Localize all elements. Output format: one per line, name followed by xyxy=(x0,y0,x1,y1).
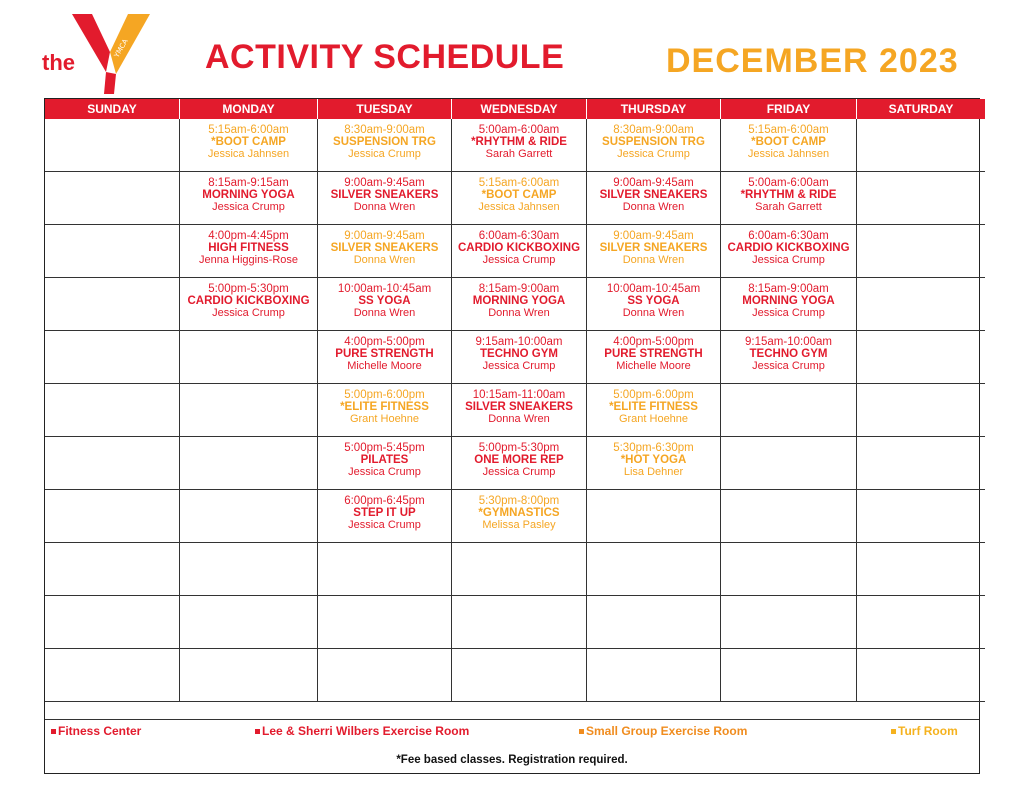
class-entry xyxy=(721,331,856,372)
schedule-cell xyxy=(587,543,721,596)
schedule-cell xyxy=(452,278,587,331)
schedule-row xyxy=(45,331,985,384)
schedule-cell xyxy=(587,225,721,278)
schedule-cell xyxy=(587,490,721,543)
schedule-cell xyxy=(45,172,180,225)
schedule-cell xyxy=(721,649,857,702)
schedule-cell xyxy=(721,596,857,649)
schedule-cell xyxy=(45,278,180,331)
class-entry xyxy=(452,278,586,319)
schedule-cell xyxy=(452,384,587,437)
class-name: SUSPENSION TRG xyxy=(602,136,705,148)
class-instructor: Jessica Crump xyxy=(348,519,421,531)
class-name: TECHNO GYM xyxy=(749,348,828,360)
class-time: 8:30am-9:00am xyxy=(613,124,694,136)
schedule-cell xyxy=(45,596,180,649)
logo-the-text: the xyxy=(42,50,75,75)
class-name: SILVER SNEAKERS xyxy=(330,242,439,254)
class-instructor: Jessica Crump xyxy=(752,307,825,319)
class-entry xyxy=(721,278,856,319)
class-entry xyxy=(180,119,317,160)
class-entry xyxy=(721,119,856,160)
schedule-cell xyxy=(857,278,986,331)
class-name: CARDIO KICKBOXING xyxy=(187,295,310,307)
day-header-row xyxy=(45,99,985,119)
schedule-cell xyxy=(45,543,180,596)
schedule-cell xyxy=(452,490,587,543)
class-entry xyxy=(721,172,856,213)
schedule-cell xyxy=(45,490,180,543)
class-instructor: Donna Wren xyxy=(353,254,416,266)
class-entry xyxy=(318,490,451,531)
class-entry xyxy=(318,119,451,160)
schedule-cell xyxy=(180,384,318,437)
class-instructor: Jessica Crump xyxy=(482,466,556,478)
schedule-cell xyxy=(180,119,318,172)
month-title: DECEMBER 2023 xyxy=(666,42,959,80)
class-entry xyxy=(452,172,586,213)
class-name: SS YOGA xyxy=(358,295,411,307)
class-time: 9:00am-9:45am xyxy=(613,230,694,242)
schedule-cell xyxy=(587,331,721,384)
class-time: 6:00am-6:30am xyxy=(478,230,560,242)
class-time: 5:30pm-6:30pm xyxy=(613,442,694,454)
schedule-cell xyxy=(721,278,857,331)
schedule-cell xyxy=(318,490,452,543)
ymca-y-icon xyxy=(70,12,152,94)
class-time: 9:00am-9:45am xyxy=(613,177,694,189)
schedule-cell xyxy=(180,225,318,278)
schedule-cell xyxy=(318,437,452,490)
class-instructor: Sarah Garrett xyxy=(755,201,822,213)
class-name: MORNING YOGA xyxy=(742,295,835,307)
class-name: SS YOGA xyxy=(627,295,680,307)
class-name: SUSPENSION TRG xyxy=(333,136,436,148)
schedule-cell xyxy=(318,278,452,331)
schedule-cell xyxy=(857,331,986,384)
class-instructor: Donna Wren xyxy=(488,413,550,425)
class-instructor: Jessica Crump xyxy=(348,466,421,478)
class-entry xyxy=(452,437,586,478)
class-instructor: Donna Wren xyxy=(488,307,550,319)
class-time: 4:00pm-5:00pm xyxy=(344,336,425,348)
schedule-cell xyxy=(318,596,452,649)
class-instructor: Lisa Dehner xyxy=(623,466,684,478)
class-instructor: Donna Wren xyxy=(622,254,685,266)
fee-note: *Fee based classes. Registration required. xyxy=(396,754,628,766)
class-instructor: Jessica Jahnsen xyxy=(478,201,560,213)
schedule-cell xyxy=(318,384,452,437)
legend-square-icon xyxy=(891,729,896,734)
class-entry xyxy=(318,437,451,478)
schedule-cell xyxy=(180,490,318,543)
legend-square-icon xyxy=(579,729,584,734)
class-instructor: Jessica Crump xyxy=(348,148,421,160)
schedule-cell xyxy=(452,437,587,490)
class-instructor: Michelle Moore xyxy=(347,360,422,372)
schedule-row xyxy=(45,119,985,172)
schedule-cell xyxy=(180,437,318,490)
class-time: 5:00am-6:00am xyxy=(478,124,560,136)
legend-exercise-room: Lee & Sherri Wilbers Exercise Room xyxy=(255,724,469,738)
schedule-cell xyxy=(587,384,721,437)
class-instructor: Grant Hoehne xyxy=(618,413,689,425)
schedule-cell xyxy=(452,331,587,384)
class-time: 5:15am-6:00am xyxy=(478,177,560,189)
class-name: *BOOT CAMP xyxy=(751,136,826,148)
class-name: *BOOT CAMP xyxy=(481,189,557,201)
class-entry xyxy=(587,225,720,266)
day-header-thursday: THURSDAY xyxy=(587,99,721,119)
schedule-cell xyxy=(180,278,318,331)
class-instructor: Jessica Jahnsen xyxy=(747,148,830,160)
class-time: 5:00pm-5:45pm xyxy=(344,442,425,454)
schedule-cell xyxy=(721,225,857,278)
day-header-sunday: SUNDAY xyxy=(45,99,180,119)
schedule-row xyxy=(45,490,985,543)
class-instructor: Jenna Higgins-Rose xyxy=(198,254,299,266)
legend-fitness-center: Fitness Center xyxy=(51,724,141,738)
schedule-cell xyxy=(857,543,986,596)
schedule-cell xyxy=(45,225,180,278)
class-instructor: Jessica Crump xyxy=(482,360,556,372)
class-instructor: Jessica Crump xyxy=(752,254,825,266)
class-instructor: Jessica Crump xyxy=(212,307,285,319)
schedule-cell xyxy=(318,543,452,596)
class-entry xyxy=(180,225,317,266)
day-header-tuesday: TUESDAY xyxy=(318,99,452,119)
class-name: *HOT YOGA xyxy=(620,454,687,466)
class-entry xyxy=(318,384,451,425)
class-name: CARDIO KICKBOXING xyxy=(727,242,850,254)
legend-small-group: Small Group Exercise Room xyxy=(579,724,747,738)
schedule-cell xyxy=(721,119,857,172)
class-instructor: Grant Hoehne xyxy=(349,413,420,425)
class-time: 5:30pm-8:00pm xyxy=(478,495,560,507)
schedule-cell xyxy=(452,119,587,172)
schedule-cell xyxy=(180,543,318,596)
class-entry xyxy=(452,331,586,372)
schedule-cell xyxy=(318,225,452,278)
class-time: 5:00pm-6:00pm xyxy=(344,389,425,401)
class-name: *RHYTHM & RIDE xyxy=(740,189,837,201)
class-entry xyxy=(721,225,856,266)
schedule-cell xyxy=(318,649,452,702)
day-header-saturday: SATURDAY xyxy=(857,99,986,119)
schedule-cell xyxy=(721,384,857,437)
schedule-cell xyxy=(45,384,180,437)
schedule-row xyxy=(45,225,985,278)
schedule-cell xyxy=(318,119,452,172)
schedule-body xyxy=(45,119,985,702)
class-time: 10:00am-10:45am xyxy=(606,283,701,295)
class-name: TECHNO GYM xyxy=(480,348,558,360)
schedule-cell xyxy=(587,278,721,331)
class-time: 9:15am-10:00am xyxy=(475,336,563,348)
class-time: 6:00am-6:30am xyxy=(748,230,829,242)
class-entry xyxy=(452,119,586,160)
class-entry xyxy=(318,278,451,319)
class-entry xyxy=(318,172,451,213)
class-time: 6:00pm-6:45pm xyxy=(344,495,425,507)
schedule-cell xyxy=(721,331,857,384)
schedule-table xyxy=(44,98,980,774)
schedule-row xyxy=(45,543,985,596)
class-time: 10:15am-11:00am xyxy=(472,389,566,401)
class-time: 8:15am-9:00am xyxy=(748,283,829,295)
class-time: 5:00pm-6:00pm xyxy=(613,389,694,401)
schedule-row xyxy=(45,649,985,702)
class-name: CARDIO KICKBOXING xyxy=(457,242,581,254)
schedule-cell xyxy=(45,649,180,702)
schedule-cell xyxy=(587,172,721,225)
class-name: MORNING YOGA xyxy=(202,189,295,201)
class-instructor: Donna Wren xyxy=(353,307,416,319)
class-time: 5:15am-6:00am xyxy=(748,124,829,136)
class-time: 9:00am-9:45am xyxy=(344,177,425,189)
schedule-cell xyxy=(587,437,721,490)
schedule-cell xyxy=(318,172,452,225)
class-name: HIGH FITNESS xyxy=(208,242,289,254)
legend-square-icon xyxy=(51,729,56,734)
schedule-cell xyxy=(452,596,587,649)
class-entry xyxy=(180,172,317,213)
legend-square-icon xyxy=(255,729,260,734)
class-time: 8:15am-9:00am xyxy=(478,283,560,295)
class-time: 9:00am-9:45am xyxy=(344,230,425,242)
schedule-cell xyxy=(587,649,721,702)
class-entry xyxy=(587,119,720,160)
schedule-cell xyxy=(180,172,318,225)
class-instructor: Jessica Crump xyxy=(212,201,285,213)
schedule-cell xyxy=(452,543,587,596)
class-entry xyxy=(318,225,451,266)
class-time: 5:00pm-5:30pm xyxy=(478,442,560,454)
class-time: 9:15am-10:00am xyxy=(745,336,832,348)
schedule-cell xyxy=(857,172,986,225)
schedule-cell xyxy=(452,649,587,702)
class-time: 4:00pm-5:00pm xyxy=(613,336,694,348)
class-entry xyxy=(587,278,720,319)
class-name: *ELITE FITNESS xyxy=(609,401,698,413)
schedule-row xyxy=(45,437,985,490)
class-time: 8:30am-9:00am xyxy=(344,124,425,136)
schedule-cell xyxy=(721,172,857,225)
class-name: PURE STRENGTH xyxy=(335,348,434,360)
class-entry xyxy=(587,331,720,372)
schedule-cell xyxy=(721,490,857,543)
class-entry xyxy=(452,490,586,531)
class-name: SILVER SNEAKERS xyxy=(465,401,573,413)
schedule-cell xyxy=(452,225,587,278)
class-instructor: Melissa Pasley xyxy=(482,519,556,531)
schedule-row xyxy=(45,172,985,225)
class-name: *BOOT CAMP xyxy=(211,136,286,148)
schedule-cell xyxy=(180,649,318,702)
class-name: MORNING YOGA xyxy=(472,295,566,307)
schedule-row xyxy=(45,278,985,331)
class-name: ONE MORE REP xyxy=(474,454,564,466)
class-name: SILVER SNEAKERS xyxy=(599,189,708,201)
schedule-cell xyxy=(857,384,986,437)
class-name: PURE STRENGTH xyxy=(604,348,703,360)
schedule-cell xyxy=(45,331,180,384)
schedule-cell xyxy=(857,437,986,490)
day-header-wednesday: WEDNESDAY xyxy=(452,99,587,119)
day-header-friday: FRIDAY xyxy=(721,99,857,119)
class-instructor: Jessica Jahnsen xyxy=(207,148,290,160)
class-entry xyxy=(587,384,720,425)
schedule-cell xyxy=(857,596,986,649)
schedule-cell xyxy=(318,331,452,384)
class-time: 5:00am-6:00am xyxy=(748,177,829,189)
logo-ymca-text: YMCA xyxy=(112,37,130,59)
class-time: 5:15am-6:00am xyxy=(208,124,289,136)
schedule-cell xyxy=(180,596,318,649)
schedule-cell xyxy=(857,649,986,702)
schedule-cell xyxy=(45,119,180,172)
schedule-cell xyxy=(857,119,986,172)
class-instructor: Donna Wren xyxy=(622,307,685,319)
schedule-row xyxy=(45,596,985,649)
class-entry xyxy=(587,437,720,478)
schedule-cell xyxy=(721,437,857,490)
schedule-row xyxy=(45,384,985,437)
day-header-monday: MONDAY xyxy=(180,99,318,119)
page-title: ACTIVITY SCHEDULE xyxy=(205,38,565,76)
class-instructor: Jessica Crump xyxy=(482,254,556,266)
schedule-cell xyxy=(857,490,986,543)
schedule-cell xyxy=(452,172,587,225)
class-entry xyxy=(452,225,586,266)
class-time: 4:00pm-4:45pm xyxy=(208,230,289,242)
class-time: 8:15am-9:15am xyxy=(208,177,289,189)
schedule-grid xyxy=(45,99,985,702)
class-entry xyxy=(587,172,720,213)
class-instructor: Donna Wren xyxy=(353,201,416,213)
class-entry xyxy=(180,278,317,319)
class-name: *RHYTHM & RIDE xyxy=(471,136,567,148)
class-name: *ELITE FITNESS xyxy=(340,401,429,413)
schedule-cell xyxy=(45,437,180,490)
class-instructor: Donna Wren xyxy=(622,201,685,213)
schedule-cell xyxy=(587,596,721,649)
class-entry xyxy=(318,331,451,372)
class-name: SILVER SNEAKERS xyxy=(599,242,708,254)
schedule-cell xyxy=(721,543,857,596)
class-entry xyxy=(452,384,586,425)
schedule-cell xyxy=(857,225,986,278)
class-instructor: Sarah Garrett xyxy=(485,148,553,160)
class-name: STEP IT UP xyxy=(353,507,416,519)
legend-turf-room: Turf Room xyxy=(891,724,958,738)
class-time: 5:00pm-5:30pm xyxy=(208,283,289,295)
class-instructor: Jessica Crump xyxy=(752,360,825,372)
class-instructor: Michelle Moore xyxy=(616,360,691,372)
class-time: 10:00am-10:45am xyxy=(337,283,432,295)
ymca-logo xyxy=(40,12,155,97)
class-name: *GYMNASTICS xyxy=(478,507,560,519)
class-name: SILVER SNEAKERS xyxy=(330,189,439,201)
schedule-cell xyxy=(587,119,721,172)
class-name: PILATES xyxy=(360,454,409,466)
schedule-cell xyxy=(180,331,318,384)
legend xyxy=(45,719,979,774)
class-instructor: Jessica Crump xyxy=(617,148,690,160)
